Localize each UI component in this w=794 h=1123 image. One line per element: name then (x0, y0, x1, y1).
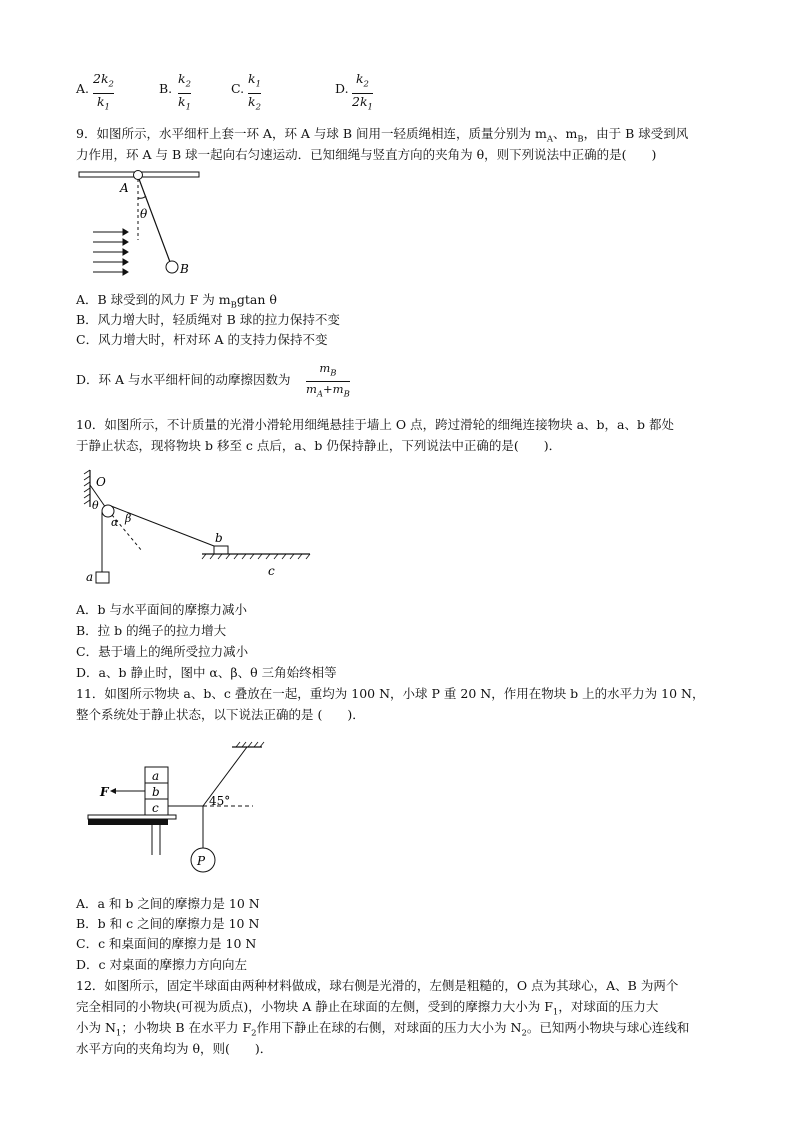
q11-option-c[interactable]: C．c 和桌面间的摩擦力是 10 N (76, 936, 257, 951)
q10-stem-line1: 10．如图所示，不计质量的光滑小滑轮用细绳悬挂于墙上 O 点，跨过滑轮的细绳连接物块 a、b，a、b 都处 (76, 417, 674, 432)
q9-label-theta: θ (140, 207, 148, 221)
q11-label-a: a (152, 769, 160, 783)
q8-option-b-fraction[interactable]: $k_2$ $k_1$ (178, 71, 191, 112)
q9-option-c[interactable]: C．风力增大时，杆对环 A 的支持力保持不变 (76, 332, 328, 347)
q9-label-b: B (180, 262, 189, 276)
q11-label-angle: 45° (209, 794, 231, 808)
q11-ceiling-hatch (236, 742, 264, 747)
q9-option-b[interactable]: B．风力增大时，轻质绳对 B 球的拉力保持不变 (76, 312, 340, 327)
q9-label-a: A (120, 181, 129, 195)
q10-option-d[interactable]: D．a、b 静止时，图中 α、β、θ 三角始终相等 (76, 665, 337, 680)
q8-option-a-fraction[interactable]: $2k_2$ $k_1$ (93, 71, 114, 112)
q12-line2: 完全相同的小物块(可视为质点)，小物块 A 静止在球面的左侧，受到的摩擦力大小为 $F_1$，对球面的压力大 (76, 999, 659, 1018)
q10-label-b: b (215, 531, 223, 545)
q11-option-b[interactable]: B．b 和 c 之间的摩擦力是 10 N (76, 916, 260, 931)
q10-block-a (96, 572, 109, 583)
q11-label-f: F (100, 785, 109, 799)
q9-ball-b (166, 261, 178, 273)
q9-option-d[interactable]: D．环 A 与水平细杆间的动摩擦因数为 (76, 372, 291, 387)
q11-table-edge (88, 819, 168, 825)
q10-floor-hatch (202, 554, 310, 559)
q10-option-a[interactable]: A．b 与水平面间的摩擦力减小 (76, 602, 248, 617)
q11-label-b: b (152, 785, 160, 799)
q10-block-b (214, 546, 228, 554)
q8-option-c-fraction[interactable]: $k_1$ $k_2$ (248, 71, 261, 112)
q10-figure (80, 465, 320, 590)
q9-option-a[interactable]: A．B 球受到的风力 F 为 $m_Bgtan$ θ (76, 292, 277, 311)
q10-label-c: c (268, 564, 275, 578)
q11-stem-line2: 整个系统处于静止状态，以下说法正确的是 ( )． (76, 707, 365, 722)
q12-line4: 水平方向的夹角均为 θ，则( )． (76, 1041, 273, 1056)
q9-figure (76, 168, 206, 283)
q11-label-p: P (197, 854, 206, 868)
q11-figure (86, 738, 276, 878)
q9-angle-arc (138, 196, 146, 198)
q12-line3: 小为 $N_1$；小物块 B 在水平力 $F_2$作用下静止在球的右侧，对球面的压力大小为 $N_2$。已知两小物块与球心连线和 (76, 1020, 690, 1039)
q11-option-d[interactable]: D．c 对桌面的摩擦力方向向左 (76, 957, 247, 972)
q10-stem-line2: 于静止状态，现将物块 b 移至 c 点后，a、b 仍保持静止，下列说法中正确的是( )． (76, 438, 562, 453)
q12-line1: 12．如图所示，固定半球面由两种材料做成，球右侧是光滑的，左侧是粗糙的，O 点为其球心，A、B 为两个 (76, 978, 679, 993)
q9-stem-line1: 9．如图所示，水平细杆上套一环 A，环 A 与球 B 间用一轻质绳相连，质量分别为 $m_A$、$m_B$，由于 B 球受到风 (76, 126, 689, 145)
q10-label-alpha: α (111, 516, 119, 529)
q8-option-b-letter: B. (159, 81, 173, 96)
q10-label-beta: β (125, 512, 132, 525)
q10-wall-hatch (84, 470, 90, 504)
q11-label-c: c (152, 801, 159, 815)
q8-option-d-letter: D. (335, 81, 349, 96)
q10-label-theta: θ (92, 499, 99, 512)
q8-option-c-letter: C. (231, 81, 245, 96)
q9-stem-line2: 力作用，环 A 与 B 球一起向右匀速运动．已知细绳与竖直方向的夹角为 θ，则下列说法中正确的是( ) (76, 147, 657, 162)
q11-force-arrowhead (110, 788, 116, 794)
q11-stem-line1: 11．如图所示物块 a、b、c 叠放在一起，重均为 100 N，小球 P 重 20 N，作用在物块 b 上的水平力为 10 N， (76, 686, 705, 701)
q10-option-c[interactable]: C．悬于墙上的绳所受拉力减小 (76, 644, 249, 659)
q10-label-a: a (86, 570, 94, 584)
q9-wind-arrows (93, 229, 128, 275)
q11-option-a[interactable]: A．a 和 b 之间的摩擦力是 10 N (76, 896, 260, 911)
q8-option-a-letter: A. (76, 81, 90, 96)
q8-option-d-fraction[interactable]: $k_2$ $2k_1$ (352, 71, 373, 112)
q10-label-o: O (96, 475, 106, 489)
q9-option-d-fraction: $m_B$ $m_A+m_B$ (306, 361, 350, 400)
q9-ring-a (134, 171, 143, 180)
q10-option-b[interactable]: B．拉 b 的绳子的拉力增大 (76, 623, 227, 638)
q11-table-top (88, 815, 176, 819)
